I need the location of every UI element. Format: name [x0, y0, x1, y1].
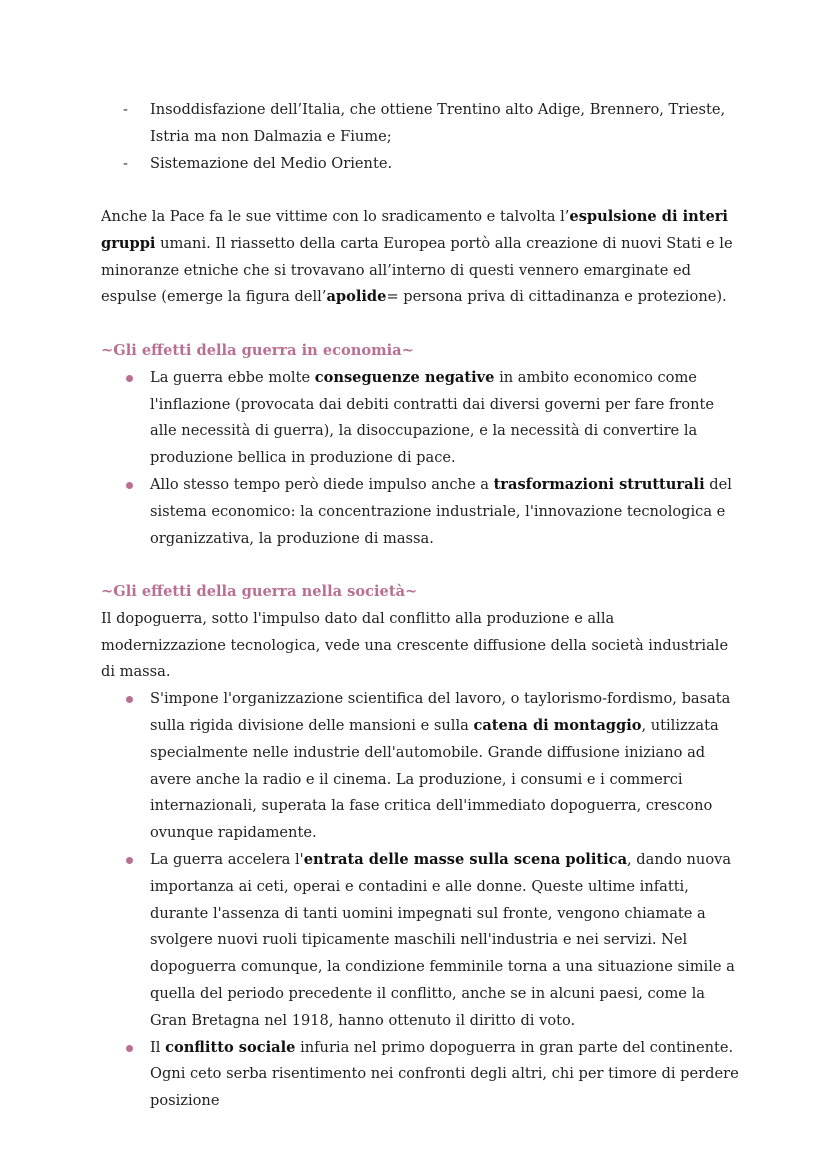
bullet-dot-icon: [126, 857, 133, 864]
text-run: La guerra accelera l': [150, 850, 304, 868]
societa-section: [101, 579, 741, 1115]
text-run: Il: [150, 1038, 166, 1056]
text-run: Insoddisfazione dell’Italia, che ottiene Trentino alto Adige, Brennero, Trieste, Istria ma non Dalmazia e Fiume;: [150, 101, 726, 145]
bold-text: apolide: [326, 288, 387, 306]
section-heading-societa: ~Gli effetti della guerra nella società~: [101, 583, 418, 600]
text-run: del sistema economico: la concentrazione industriale, l'innovazione tecnologica e organizzativa, la produzione di massa.: [150, 475, 732, 547]
text-run: , utilizzata specialmente nelle industrie dell'automobile. Grande diffusione iniziano ad avere anche la radio e il cinema. La produzione, i consumi e i commerci internazionali, superata la fase critica dell'immediato dopoguerra, crescono ovunque rapidamente.: [150, 716, 719, 842]
dash-list-block: [101, 97, 741, 177]
bold-text: trasformazioni strutturali: [493, 475, 705, 493]
bold-text: conflitto sociale: [165, 1038, 296, 1056]
list-item: [101, 472, 741, 552]
list-item-text: [150, 476, 732, 547]
dash-list: [101, 97, 741, 177]
bullet-dot-icon: [126, 375, 133, 382]
bold-text: entrata delle masse sulla scena politica: [303, 850, 628, 868]
economia-section: [101, 338, 741, 552]
economia-bullets: [101, 365, 741, 553]
pace-paragraph-block: [101, 204, 741, 311]
text-run: = persona priva di cittadinanza e protezione).: [386, 288, 727, 306]
bold-text: catena di montaggio: [473, 716, 642, 734]
text-run: La guerra ebbe molte: [150, 368, 315, 386]
list-item: [101, 686, 741, 847]
text-run: umani. Il riassetto della carta Europea portò alla creazione di nuovi Stati e le minoranze etniche che si trovavano all’interno di questi vennero emarginate ed espulse (emerge la figura dell’: [101, 234, 733, 306]
text-run: Sistemazione del Medio Oriente.: [150, 154, 393, 172]
list-item-text: [150, 101, 725, 145]
text-run: infuria nel primo dopoguerra in gran parte del continente. Ogni ceto serba risentimento nei confronti degli altri, chi per timore di perdere posizione: [150, 1038, 739, 1110]
text-run: Anche la Pace fa le sue vittime con lo sradicamento e talvolta l’: [101, 208, 570, 225]
bold-text: conseguenze negative: [314, 368, 495, 386]
text-run: S'impone l'organizzazione scientifica del lavoro, o taylorismo-fordismo, basata sulla rigida divisione delle mansioni e sulla: [150, 690, 731, 734]
list-item: [101, 847, 741, 1035]
list-item-text: [150, 369, 714, 466]
list-item-text: [150, 690, 730, 841]
pace-paragraph: [101, 204, 741, 311]
list-item-text: [150, 155, 392, 172]
text-run: Allo stesso tempo però diede impulso anche a: [150, 475, 494, 493]
bold-text: espulsione di interi gruppi: [101, 208, 728, 252]
dash-marker: -: [123, 101, 128, 118]
societa-bullets: [101, 686, 741, 1115]
text-run: , dando nuova importanza ai ceti, operai e contadini e alle donne. Queste ultime infatti, durante l'assenza di tanti uomini impegnati sul fronte, vengono chiamate a svolgere nuovi ruoli tipicamente maschili nell'industria e nei servizi. Nel dopoguerra comunque, la condizione femminile torna a una situazione simile a quella del periodo precedente il conflitto, anche se in alcuni paesi, come la Gran Bretagna nel 1918, hanno ottenuto il diritto di voto.: [150, 850, 735, 1029]
section-heading-economia: ~Gli effetti della guerra in economia~: [101, 342, 414, 359]
dash-marker: -: [123, 154, 128, 172]
list-item: [101, 365, 741, 472]
list-item-text: [150, 1039, 739, 1110]
societa-intro: Il dopoguerra, sotto l'impulso dato dal conflitto alla produzione e alla modernizzazione tecnologica, vede una crescente diffusione della società industriale di massa.: [101, 609, 729, 681]
bullet-dot-icon: [126, 482, 133, 489]
bullet-dot-icon: [126, 1045, 133, 1052]
list-item: [101, 97, 741, 151]
bullet-dot-icon: [126, 696, 133, 703]
list-item: [101, 1035, 741, 1115]
list-item: [101, 151, 741, 178]
text-run: in ambito economico come l'inflazione (provocata dai debiti contratti dai diversi governi per fare fronte alle necessità di guerra), la disoccupazione, e la necessità di convertire la produzione bellica in produzione di pace.: [150, 368, 715, 467]
list-item-text: [150, 851, 735, 1029]
